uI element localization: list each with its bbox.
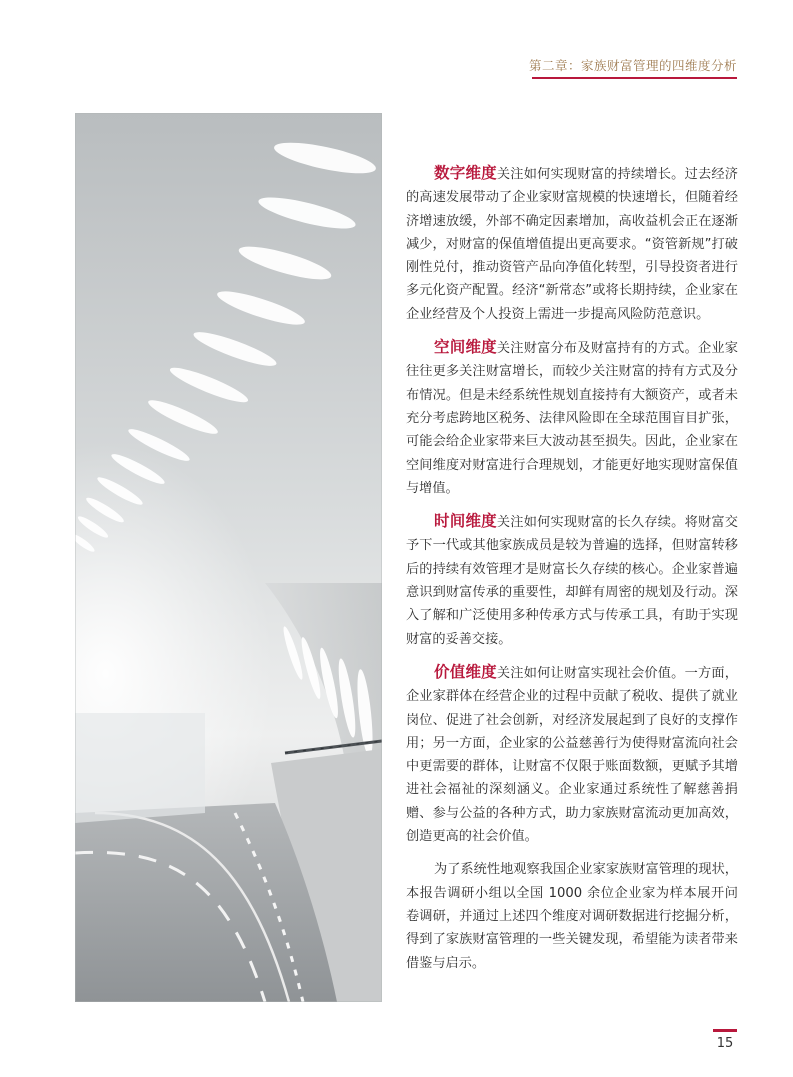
body-text: [406, 162, 738, 985]
paragraph-lead: 空间维度: [434, 338, 497, 357]
header-rule: [532, 77, 737, 79]
paragraph-lead: 价值维度: [434, 662, 497, 681]
paragraph-time-dimension: [406, 510, 738, 651]
page-number-rule: [713, 1029, 737, 1032]
paragraph-space-dimension: [406, 336, 738, 500]
tunnel-photo: [75, 113, 382, 1002]
paragraph-digital-dimension: [406, 162, 738, 326]
paragraph-lead: 时间维度: [434, 512, 497, 531]
paragraph-text: 关注如何实现财富的长久存续。将财富交予下一代或其他家族成员是较为普遍的选择，但财富转移后的持续有效管理才是财富长久存续的核心。企业家普遍意识到财富传承的重要性，却鲜有周密的规划及行动。深入了解和广泛使用多种传承方式与传承工具，有助于实现财富的妥善交接。: [406, 515, 738, 647]
paragraph-text: 关注财富分布及财富持有的方式。企业家往往更多关注财富增长，而较少关注财富的持有方式及分布情况。但是未经系统性规划直接持有大额资产，或者未充分考虑跨地区税务、法律风险即在全球范围盲目扩张，可能会给企业家带来巨大波动甚至损失。因此，企业家在空间维度对财富进行合理规划，才能更好地实现财富保值与增值。: [406, 341, 738, 496]
page-number: 15: [716, 1036, 734, 1051]
paragraph-value-dimension: [406, 661, 738, 848]
paragraph-text: 关注如何让财富实现社会价值。一方面，企业家群体在经营企业的过程中贡献了税收、提供了就业岗位、促进了社会创新，对经济发展起到了良好的支撑作用；另一方面，企业家的公益慈善行为使得财富流向社会中更需要的群体，让财富不仅限于账面数额，更赋予其增进社会福祉的深刻涵义。企业家通过系统性了解慈善捐赠、参与公益的各种方式，助力家族财富流动更加高效，创造更高的社会价值。: [406, 665, 738, 845]
paragraph-lead: 数字维度: [434, 164, 497, 182]
paragraph-text: 关注如何实现财富的持续增长。过去经济的高速发展带动了企业家财富规模的快速增长，但随着经济增速放缓，外部不确定因素增加，高收益机会正在逐渐减少，对财富的保值增值提出更高要求。“资管新规”打破刚性兑付，推动资管产品向净值化转型，引导投资者进行多元化资产配置。经济“新常态”或将长期持续，企业家在企业经营及个人投资上需进一步提高风险防范意识。: [406, 167, 738, 322]
paragraph-survey-intro: [406, 858, 738, 974]
chapter-title: 第二章：家族财富管理的四维度分析: [528, 58, 737, 73]
paragraph-text: 为了系统性地观察我国企业家家族财富管理的现状，本报告调研小组以全国 1000 余位企业家为样本展开问卷调研，并通过上述四个维度对调研数据进行挖掘分析，得到了家族财富管理的一些关键发现，希望能为读者带来借鉴与启示。: [406, 862, 738, 971]
